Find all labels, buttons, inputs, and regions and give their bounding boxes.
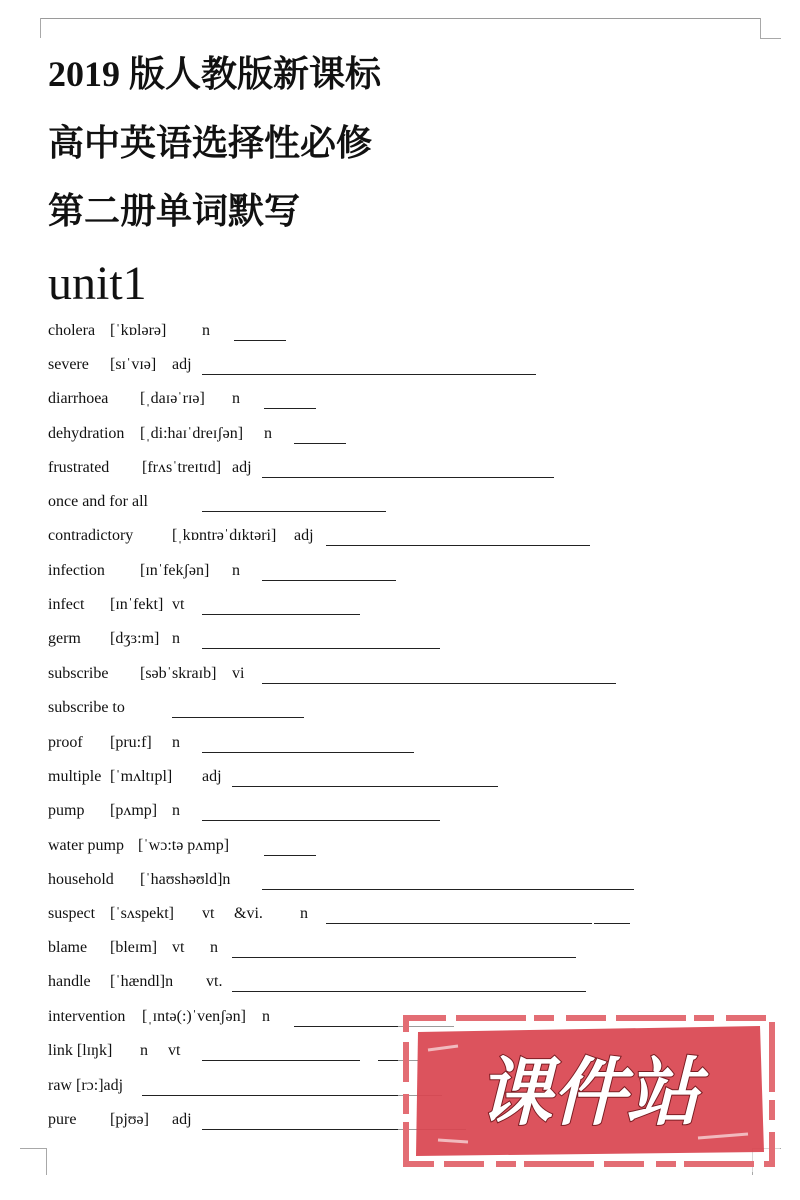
entry-phonetic: [ˌɪntə(:)ˈvenʃən] <box>142 1008 246 1025</box>
entry-pos-2: &vi. <box>234 905 263 922</box>
answer-blank[interactable] <box>202 752 414 753</box>
entry-pos: vt <box>172 939 185 956</box>
entry-phonetic: [ˈsʌspekt] <box>110 905 174 922</box>
page-top-rule <box>40 18 760 19</box>
entry-pos: n <box>232 562 240 579</box>
entry-pos: vt. <box>206 973 223 990</box>
entry-word: multiple <box>48 768 102 785</box>
entry-pos: n <box>232 390 240 407</box>
entry-phonetic: [ˈhaʊshəʊld]n <box>140 871 231 888</box>
entry-pos: adj <box>294 527 314 544</box>
answer-blank[interactable] <box>202 820 440 821</box>
entry-word: intervention <box>48 1008 126 1025</box>
entry-phonetic: [bleɪm] <box>110 939 158 956</box>
crop-mark-top-left <box>20 18 41 38</box>
entry-pos: vi <box>232 665 245 682</box>
entry-pos: adj <box>172 1111 192 1128</box>
title-line-3: 第二册单词默写 <box>48 191 301 231</box>
entry-pos: n <box>172 630 180 647</box>
entry-word: once and for all <box>48 493 148 510</box>
answer-blank[interactable] <box>262 477 554 478</box>
entry-pos-2: vt <box>168 1042 181 1059</box>
entry-phonetic: [ɪnˈfekʃən] <box>140 562 210 579</box>
entry-word: infect <box>48 596 85 613</box>
entry-word: germ <box>48 630 81 647</box>
entry-word: handle <box>48 973 91 990</box>
entry-word: suspect <box>48 905 96 922</box>
entry-phonetic: [ˈwɔ:tə pʌmp] <box>138 837 230 854</box>
entry-phonetic: [ˌkɒntrəˈdɪktəri] <box>172 527 277 544</box>
answer-blank[interactable] <box>232 991 586 992</box>
watermark-stamp <box>398 1010 780 1172</box>
answer-blank[interactable] <box>202 374 536 375</box>
entry-word: cholera <box>48 322 96 339</box>
entry-phonetic: [pru:f] <box>110 734 152 751</box>
entry-pos: n <box>172 802 180 819</box>
answer-blank[interactable] <box>172 717 304 718</box>
entry-pos: vt <box>172 596 185 613</box>
entry-word: contradictory <box>48 527 134 544</box>
entry-pos: n <box>264 425 272 442</box>
title-line-1: 2019 版人教版新课标 <box>48 54 382 94</box>
title-line-2: 高中英语选择性必修 <box>48 123 373 163</box>
entry-word: pump <box>48 802 85 819</box>
entry-word: diarrhoea <box>48 390 109 407</box>
answer-blank[interactable] <box>262 889 634 890</box>
entry-pos-3: n <box>300 905 308 922</box>
crop-mark-bottom-left <box>20 1148 47 1175</box>
answer-blank[interactable] <box>232 786 498 787</box>
crop-mark-top-right <box>760 18 781 39</box>
entry-word: proof <box>48 734 83 751</box>
entry-pos: n <box>172 734 180 751</box>
answer-blank[interactable] <box>202 648 440 649</box>
entry-phonetic: [ˌdaɪəˈrɪə] <box>140 390 205 407</box>
entry-word: severe <box>48 356 89 373</box>
answer-blank[interactable] <box>264 855 316 856</box>
entry-word: raw [rɔ:]adj <box>48 1077 124 1094</box>
entry-pos: adj <box>172 356 192 373</box>
entry-word: pure <box>48 1111 77 1128</box>
entry-phonetic: [sɪˈvɪə] <box>110 356 157 373</box>
entry-phonetic: [pjʊə] <box>110 1111 149 1128</box>
entry-phonetic: [frʌsˈtreɪtɪd] <box>142 459 222 476</box>
answer-blank[interactable] <box>294 443 346 444</box>
entry-phonetic: [dʒɜ:m] <box>110 630 160 647</box>
entry-pos: adj <box>232 459 252 476</box>
answer-blank[interactable] <box>262 580 396 581</box>
entry-pos: n <box>202 322 210 339</box>
entry-word: blame <box>48 939 88 956</box>
answer-blank[interactable] <box>202 511 386 512</box>
answer-blank[interactable] <box>202 614 360 615</box>
entry-pos: n <box>262 1008 270 1025</box>
answer-blank[interactable] <box>262 683 616 684</box>
answer-blank[interactable] <box>142 1095 442 1096</box>
entry-word: link [lɪŋk] <box>48 1042 113 1059</box>
entry-phonetic: [ˈkɒlərə] <box>110 322 167 339</box>
entry-word: subscribe to <box>48 699 125 716</box>
entry-phonetic: [pʌmp] <box>110 802 158 819</box>
answer-blank[interactable] <box>202 1060 360 1061</box>
entry-word: dehydration <box>48 425 125 442</box>
watermark-text: 课件站 <box>478 1050 700 1136</box>
entry-word: household <box>48 871 114 888</box>
entry-phonetic: [ˈmʌltɪpl] <box>110 768 173 785</box>
entry-phonetic: [ˌdi:haɪˈdreɪʃən] <box>140 425 244 442</box>
entry-word: subscribe <box>48 665 109 682</box>
answer-blank[interactable] <box>326 923 592 924</box>
answer-blank[interactable] <box>264 408 316 409</box>
entry-word: infection <box>48 562 105 579</box>
answer-blank-extra[interactable] <box>594 923 630 924</box>
entry-phonetic: [səbˈskraɪb] <box>140 665 217 682</box>
entry-phonetic: [ˈhændl]n <box>110 973 174 990</box>
answer-blank[interactable] <box>326 545 590 546</box>
entry-pos-2: n <box>210 939 218 956</box>
entry-word: frustrated <box>48 459 110 476</box>
unit-heading: unit1 <box>48 257 147 310</box>
answer-blank[interactable] <box>234 340 286 341</box>
entry-phonetic: [ɪnˈfekt] <box>110 596 164 613</box>
entry-pos: vt <box>202 905 215 922</box>
answer-blank[interactable] <box>232 957 576 958</box>
entry-pos: n <box>140 1042 148 1059</box>
entry-word: water pump <box>48 837 124 854</box>
entry-pos: adj <box>202 768 222 785</box>
